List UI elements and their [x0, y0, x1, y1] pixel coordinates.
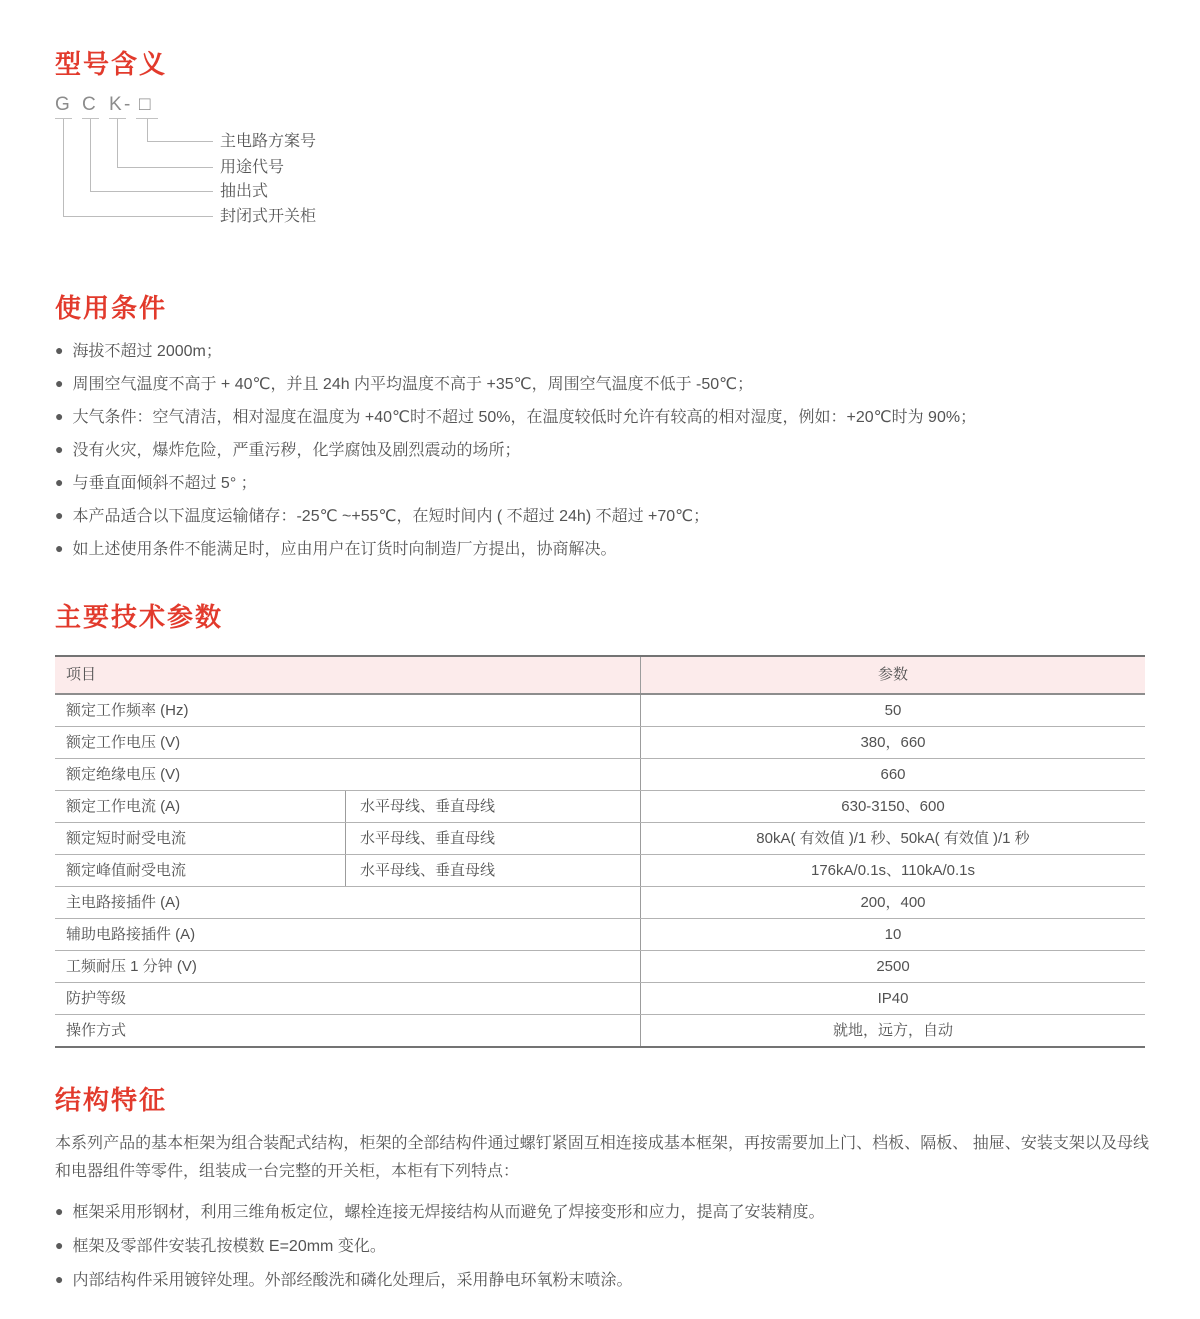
param-value: 50 — [640, 695, 1145, 726]
code-dash: - — [124, 94, 131, 115]
section-heading-usage-conditions: 使用条件 — [55, 293, 168, 323]
structure-features-list — [55, 1195, 1165, 1297]
bullet-icon: ● — [55, 441, 64, 457]
usage-condition-text: 如上述使用条件不能满足时，应由用户在订货时向制造厂方提出，协商解决。 — [72, 541, 617, 558]
bullet-icon: ● — [55, 1203, 64, 1219]
table-row — [55, 759, 1145, 791]
table-row — [55, 791, 1145, 823]
list-item — [55, 368, 1165, 401]
param-sub-item: 水平母线、垂直母线 — [345, 791, 640, 822]
param-sub-item: 水平母线、垂直母线 — [345, 823, 640, 854]
table-row — [55, 1015, 1145, 1046]
list-item — [55, 434, 1165, 467]
structure-feature-text: 内部结构件采用镀锌处理。外部经酸洗和磷化处理后，采用静电环氧粉末喷涂。 — [72, 1272, 633, 1289]
list-item — [55, 1263, 1165, 1297]
list-item — [55, 467, 1165, 500]
column-header-item: 项目 — [66, 666, 97, 683]
table-row — [55, 855, 1145, 887]
bullet-icon: ● — [55, 342, 64, 358]
param-value: 2500 — [640, 951, 1145, 982]
bullet-icon: ● — [55, 1237, 64, 1253]
tech-params-table — [55, 655, 1145, 1048]
param-value: IP40 — [640, 983, 1145, 1014]
param-sub-item: 水平母线、垂直母线 — [345, 855, 640, 886]
label-main-circuit-scheme: 主电路方案号 — [220, 133, 317, 150]
param-name: 额定短时耐受电流 — [66, 830, 187, 847]
table-row — [55, 919, 1145, 951]
usage-condition-text: 与垂直面倾斜不超过 5° ； — [72, 475, 257, 492]
param-name: 额定工作电压 (V) — [66, 734, 181, 751]
usage-condition-text: 本产品适合以下温度运输储存：-25℃ ~+55℃，在短时间内 ( 不超过 24h) 不超过 +70℃； — [72, 508, 710, 525]
param-value: 10 — [640, 919, 1145, 950]
param-name: 额定工作电流 (A) — [66, 798, 181, 815]
param-value: 380，660 — [640, 727, 1145, 758]
model-code-diagram — [55, 93, 485, 243]
usage-conditions-list — [55, 335, 1165, 566]
bullet-icon: ● — [55, 408, 64, 424]
structure-features-intro: 本系列产品的基本柜架为组合装配式结构，柜架的全部结构件通过螺钉紧固互相连接成基本框架，再按需要加上门、档板、隔板、 抽屉、安装支架以及母线和电器组件等零件，组装成一台完整的开关柜，本柜有下列特点： — [55, 1135, 1149, 1180]
param-value: 就地，远方，自动 — [640, 1015, 1145, 1046]
section-heading-tech-params: 主要技术参数 — [55, 602, 224, 632]
param-value: 630-3150、600 — [640, 791, 1145, 822]
bullet-icon: ● — [55, 507, 64, 523]
bullet-icon: ● — [55, 474, 64, 490]
usage-condition-text: 没有火灾，爆炸危险，严重污秽，化学腐蚀及剧烈震动的场所； — [72, 442, 521, 459]
table-row — [55, 823, 1145, 855]
table-row — [55, 695, 1145, 727]
param-name: 防护等级 — [66, 990, 127, 1007]
list-item — [55, 401, 1165, 434]
table-header-row — [55, 657, 1145, 695]
usage-condition-text: 周围空气温度不高于 + 40℃，并且 24h 内平均温度不高于 +35℃，周围空气温度不低于 -50℃； — [72, 376, 754, 393]
param-name: 额定峰值耐受电流 — [66, 862, 187, 879]
bullet-icon: ● — [55, 1271, 64, 1287]
label-enclosed-switchgear: 封闭式开关柜 — [220, 208, 317, 225]
param-value: 80kA( 有效值 )/1 秒、50kA( 有效值 )/1 秒 — [640, 823, 1145, 854]
list-item — [55, 1195, 1165, 1229]
structure-feature-text: 框架采用形钢材，利用三维角板定位，螺栓连接无焊接结构从而避免了焊接变形和应力，提高了安装精度。 — [72, 1204, 825, 1221]
list-item — [55, 335, 1165, 368]
param-name: 额定绝缘电压 (V) — [66, 766, 181, 783]
section-heading-model-meaning: 型号含义 — [55, 49, 168, 79]
label-usage-code: 用途代号 — [220, 159, 285, 176]
usage-condition-text: 海拔不超过 2000m； — [72, 343, 222, 360]
param-name: 辅助电路接插件 (A) — [66, 926, 196, 943]
bullet-icon: ● — [55, 540, 64, 556]
table-row — [55, 983, 1145, 1015]
param-name: 主电路接插件 (A) — [66, 894, 181, 911]
param-name: 额定工作频率 (Hz) — [66, 702, 189, 719]
code-letter-c: C — [82, 94, 96, 115]
usage-condition-text: 大气条件：空气清洁，相对湿度在温度为 +40℃时不超过 50%，在温度较低时允许有较高的相对湿度，例如：+20℃时为 90%； — [72, 409, 977, 426]
structure-feature-text: 框架及零部件安装孔按模数 E=20mm 变化。 — [72, 1238, 386, 1255]
scheme-number-box: □ — [139, 94, 151, 115]
param-name: 工频耐压 1 分钟 (V) — [66, 958, 197, 975]
label-drawout-type: 抽出式 — [220, 183, 269, 200]
list-item — [55, 1229, 1165, 1263]
param-value: 176kA/0.1s、110kA/0.1s — [640, 855, 1145, 886]
table-row — [55, 727, 1145, 759]
bullet-icon: ● — [55, 375, 64, 391]
list-item — [55, 500, 1165, 533]
code-letter-g: G — [55, 94, 70, 115]
list-item — [55, 533, 1165, 566]
section-heading-structure-features: 结构特征 — [55, 1085, 168, 1115]
param-value: 660 — [640, 759, 1145, 790]
param-value: 200，400 — [640, 887, 1145, 918]
column-header-value: 参数 — [640, 657, 1145, 693]
table-row — [55, 887, 1145, 919]
code-letter-k: K — [109, 94, 122, 115]
table-row — [55, 951, 1145, 983]
param-name: 操作方式 — [66, 1022, 127, 1039]
